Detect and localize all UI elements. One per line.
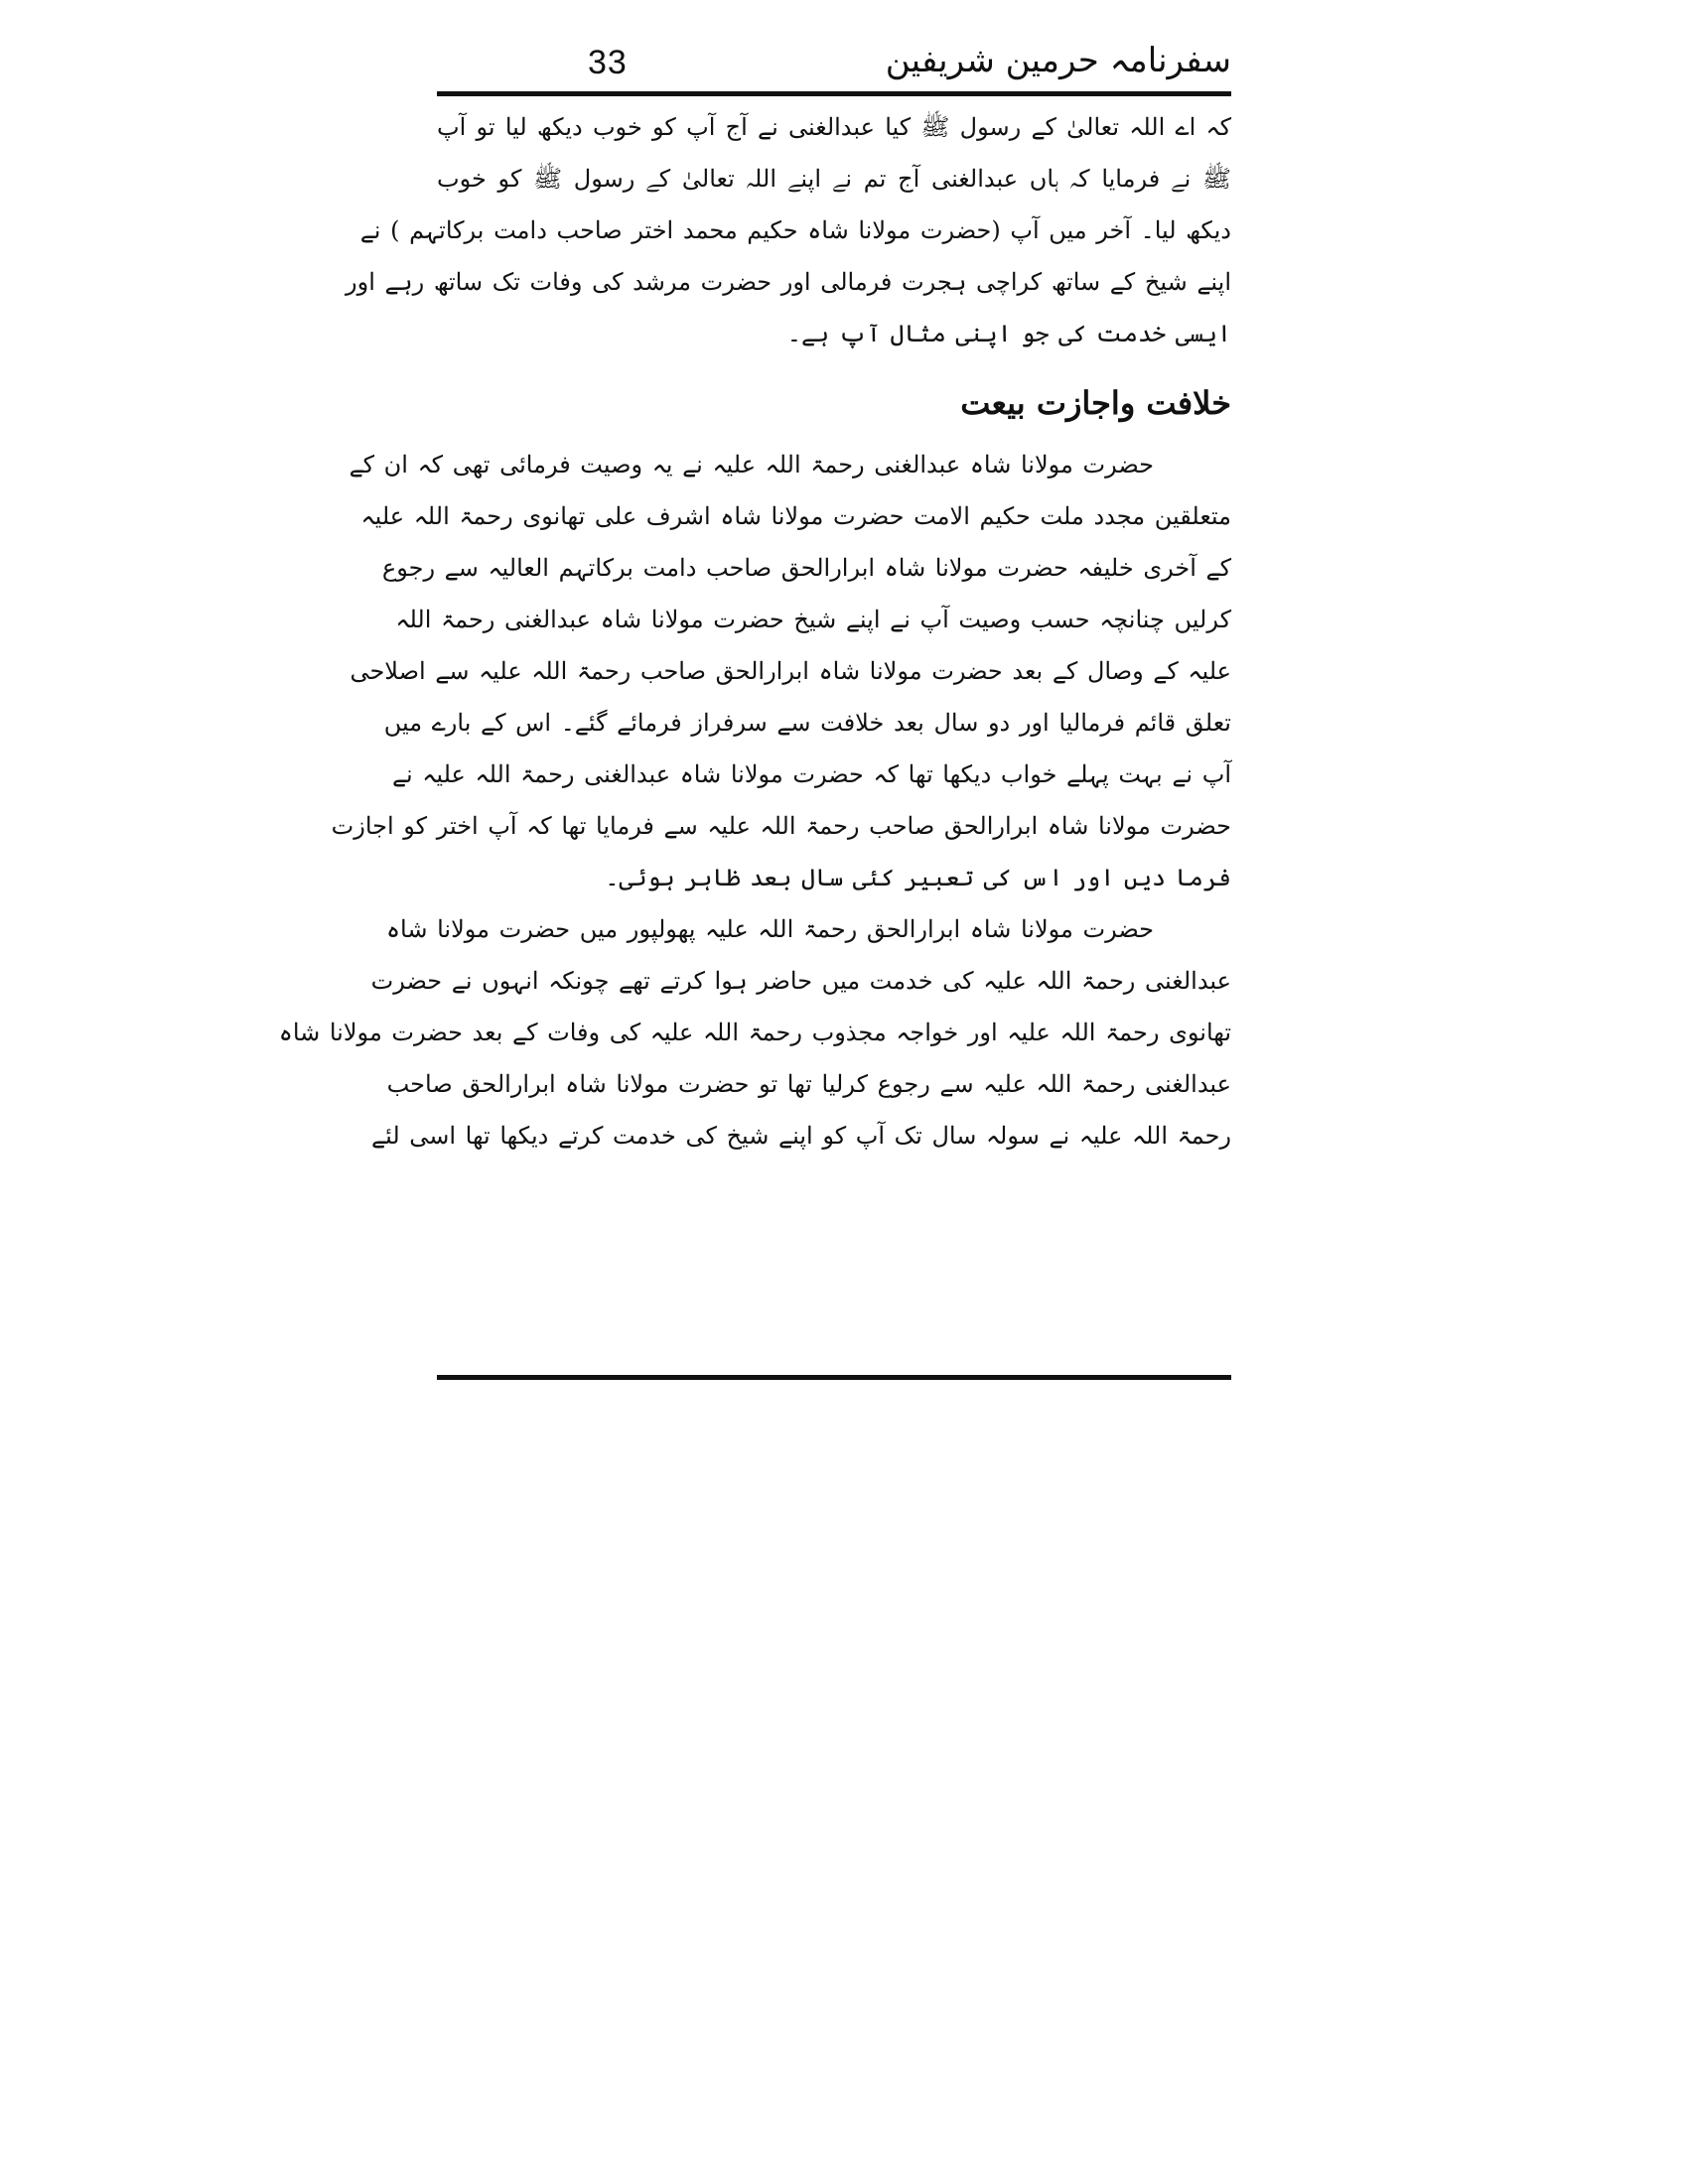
text-line: حضرت مولانا شاہ عبدالغنی رحمۃ اللہ علیہ نے یہ وصیت فرمائی تھی کہ ان کے — [349, 451, 1154, 478]
text-line: آپ نے بہت پہلے خواب دیکھا تھا کہ حضرت مولانا شاہ عبدالغنی رحمۃ اللہ علیہ نے — [391, 760, 1231, 788]
header-rule — [437, 91, 1231, 96]
text-line: تعلق قائم فرمالیا اور دو سال بعد خلافت سے سرفراز فرمائے گئے۔ اس کے بارے میں — [383, 709, 1231, 737]
text-line: حضرت مولانا شاہ ابرارالحق صاحب رحمۃ اللہ علیہ سے فرمایا تھا کہ آپ اختر کو اجازت — [331, 812, 1231, 840]
text-body — [278, 101, 1231, 1161]
footer-rule — [437, 1375, 1231, 1380]
section-heading: خلافت واجازت بیعت — [960, 384, 1231, 422]
text-line: کے آخری خلیفہ حضرت مولانا شاہ ابرارالحق صاحب دامت برکاتہم العالیہ سے رجوع — [381, 554, 1231, 582]
text-line: متعلقین مجدد ملت حکیم الامت حضرت مولانا شاہ اشرف علی تھانوی رحمۃ اللہ علیہ — [360, 502, 1231, 530]
text-line: تھانوی رحمۃ اللہ علیہ اور خواجہ مجذوب رحمۃ اللہ علیہ کی وفات کے بعد حضرت مولانا شاہ — [278, 1019, 1231, 1046]
text-line: کرلیں چنانچہ حسب وصیت آپ نے اپنے شیخ حضرت مولانا شاہ عبدالغنی رحمۃ اللہ — [395, 606, 1231, 633]
text-line: اپنے شیخ کے ساتھ کراچی ہجرت فرمالی اور حضرت مرشد کی وفات تک ساتھ رہے اور — [346, 268, 1231, 296]
text-line: علیہ کے وصال کے بعد حضرت مولانا شاہ ابرارالحق صاحب رحمۃ اللہ علیہ سے اصلاحی — [350, 657, 1231, 685]
text-line: فرما دیں اور اس کی تعبیر کئی سال بعد ظاہر ہوئی۔ — [605, 864, 1231, 891]
book-title: سفرنامہ حرمین شریفین — [885, 41, 1231, 80]
paragraph-3 — [278, 903, 1231, 1161]
paragraph-2 — [331, 439, 1231, 903]
text-line: رحمۃ اللہ علیہ نے سولہ سال تک آپ کو اپنے شیخ کی خدمت کرتے دیکھا تھا اسی لئے — [371, 1122, 1231, 1150]
running-head — [437, 40, 1231, 99]
paragraph-1 — [346, 101, 1231, 359]
text-line: عبدالغنی رحمۃ اللہ علیہ سے رجوع کرلیا تھا تو حضرت مولانا شاہ ابرارالحق صاحب — [386, 1070, 1231, 1098]
page-column — [278, 40, 1231, 1390]
text-line: عبدالغنی رحمۃ اللہ علیہ کی خدمت میں حاضر ہوا کرتے تھے چونکہ انہوں نے حضرت — [370, 967, 1231, 995]
text-line: حضرت مولانا شاہ ابرارالحق رحمۃ اللہ علیہ پھولپور میں حضرت مولانا شاہ — [385, 915, 1154, 943]
page-number: 33 — [588, 44, 628, 81]
text-line: ایسی خدمت کی جو اپنی مثال آپ ہے۔ — [786, 320, 1231, 347]
text-line: دیکھ لیا۔ آخر میں آپ (حضرت مولانا شاہ حکیم محمد اختر صاحب دامت برکاتہم ) نے — [359, 216, 1231, 244]
text-line: ﷺ نے فرمایا کہ ہاں عبدالغنی آج تم نے اپنے اللہ تعالیٰ کے رسول ﷺ کو خوب — [437, 165, 1231, 193]
text-line: کہ اے اللہ تعالیٰ کے رسول ﷺ کیا عبدالغنی نے آج آپ کو خوب دیکھ لیا تو آپ — [437, 113, 1231, 141]
